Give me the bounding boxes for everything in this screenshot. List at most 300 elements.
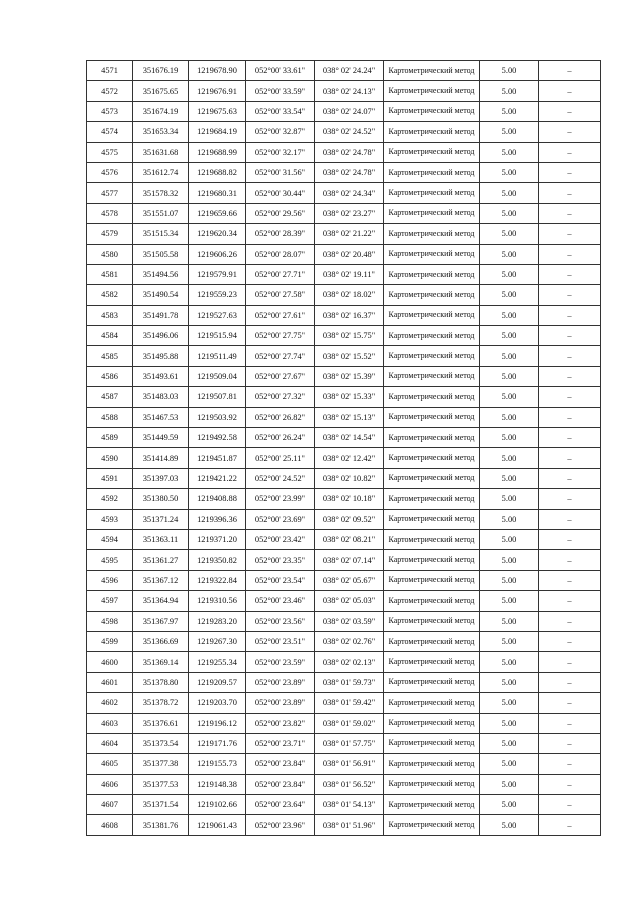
y-coordinate-cell: 1219676.91 (189, 81, 246, 101)
table-row (87, 815, 601, 835)
method-cell: Картометрический метод (384, 101, 480, 121)
point-number-cell: 4590 (87, 448, 133, 468)
x-coordinate-cell: 351612.74 (133, 162, 189, 182)
x-coordinate-cell: 351378.72 (133, 693, 189, 713)
latitude-cell: 052°00' 27.58" (246, 285, 315, 305)
table-row (87, 570, 601, 590)
point-number-cell: 4608 (87, 815, 133, 835)
precision-cell: 5.00 (480, 101, 539, 121)
note-cell: – (539, 183, 601, 203)
precision-cell: 5.00 (480, 326, 539, 346)
precision-cell: 5.00 (480, 652, 539, 672)
table-row (87, 529, 601, 549)
table-row (87, 672, 601, 692)
x-coordinate-cell: 351505.58 (133, 244, 189, 264)
point-number-cell: 4603 (87, 713, 133, 733)
point-number-cell: 4577 (87, 183, 133, 203)
y-coordinate-cell: 1219267.30 (189, 631, 246, 651)
latitude-cell: 052°00' 23.51" (246, 631, 315, 651)
latitude-cell: 052°00' 27.61" (246, 305, 315, 325)
note-cell: – (539, 733, 601, 753)
note-cell: – (539, 224, 601, 244)
longitude-cell: 038° 02' 15.13" (315, 407, 384, 427)
table-row (87, 81, 601, 101)
x-coordinate-cell: 351376.61 (133, 713, 189, 733)
note-cell: – (539, 631, 601, 651)
point-number-cell: 4596 (87, 570, 133, 590)
point-number-cell: 4581 (87, 264, 133, 284)
longitude-cell: 038° 02' 05.67" (315, 570, 384, 590)
note-cell: – (539, 509, 601, 529)
latitude-cell: 052°00' 23.99" (246, 489, 315, 509)
longitude-cell: 038° 02' 20.48" (315, 244, 384, 264)
latitude-cell: 052°00' 23.69" (246, 509, 315, 529)
precision-cell: 5.00 (480, 733, 539, 753)
longitude-cell: 038° 01' 59.73" (315, 672, 384, 692)
table-row (87, 61, 601, 81)
y-coordinate-cell: 1219283.20 (189, 611, 246, 631)
note-cell: – (539, 101, 601, 121)
method-cell: Картометрический метод (384, 733, 480, 753)
precision-cell: 5.00 (480, 529, 539, 549)
table-row (87, 305, 601, 325)
longitude-cell: 038° 02' 15.52" (315, 346, 384, 366)
y-coordinate-cell: 1219509.04 (189, 366, 246, 386)
note-cell: – (539, 142, 601, 162)
latitude-cell: 052°00' 27.75" (246, 326, 315, 346)
latitude-cell: 052°00' 33.59" (246, 81, 315, 101)
x-coordinate-cell: 351515.34 (133, 224, 189, 244)
note-cell: – (539, 122, 601, 142)
y-coordinate-cell: 1219196.12 (189, 713, 246, 733)
table-row (87, 509, 601, 529)
point-number-cell: 4606 (87, 774, 133, 794)
table-row (87, 142, 601, 162)
latitude-cell: 052°00' 26.24" (246, 428, 315, 448)
note-cell: – (539, 387, 601, 407)
latitude-cell: 052°00' 29.56" (246, 203, 315, 223)
y-coordinate-cell: 1219171.76 (189, 733, 246, 753)
x-coordinate-cell: 351674.19 (133, 101, 189, 121)
precision-cell: 5.00 (480, 713, 539, 733)
point-number-cell: 4600 (87, 652, 133, 672)
table-row (87, 285, 601, 305)
table-row (87, 224, 601, 244)
table-row (87, 652, 601, 672)
y-coordinate-cell: 1219659.66 (189, 203, 246, 223)
point-number-cell: 4574 (87, 122, 133, 142)
table-row (87, 591, 601, 611)
method-cell: Картометрический метод (384, 162, 480, 182)
y-coordinate-cell: 1219606.26 (189, 244, 246, 264)
table-row (87, 631, 601, 651)
note-cell: – (539, 285, 601, 305)
latitude-cell: 052°00' 28.07" (246, 244, 315, 264)
note-cell: – (539, 203, 601, 223)
point-number-cell: 4592 (87, 489, 133, 509)
note-cell: – (539, 326, 601, 346)
latitude-cell: 052°00' 23.71" (246, 733, 315, 753)
longitude-cell: 038° 02' 10.18" (315, 489, 384, 509)
table-row (87, 203, 601, 223)
y-coordinate-cell: 1219507.81 (189, 387, 246, 407)
coordinates-table-body (87, 61, 601, 836)
y-coordinate-cell: 1219511.49 (189, 346, 246, 366)
method-cell: Картометрический метод (384, 346, 480, 366)
method-cell: Картометрический метод (384, 61, 480, 81)
note-cell: – (539, 693, 601, 713)
latitude-cell: 052°00' 23.84" (246, 774, 315, 794)
table-row (87, 489, 601, 509)
table-row (87, 264, 601, 284)
y-coordinate-cell: 1219255.34 (189, 652, 246, 672)
latitude-cell: 052°00' 27.71" (246, 264, 315, 284)
method-cell: Картометрический метод (384, 203, 480, 223)
precision-cell: 5.00 (480, 672, 539, 692)
table-row (87, 244, 601, 264)
point-number-cell: 4573 (87, 101, 133, 121)
note-cell: – (539, 468, 601, 488)
y-coordinate-cell: 1219155.73 (189, 754, 246, 774)
method-cell: Картометрический метод (384, 224, 480, 244)
table-row (87, 550, 601, 570)
method-cell: Картометрический метод (384, 591, 480, 611)
x-coordinate-cell: 351377.53 (133, 774, 189, 794)
y-coordinate-cell: 1219148.38 (189, 774, 246, 794)
precision-cell: 5.00 (480, 346, 539, 366)
x-coordinate-cell: 351675.65 (133, 81, 189, 101)
precision-cell: 5.00 (480, 795, 539, 815)
longitude-cell: 038° 02' 12.42" (315, 448, 384, 468)
method-cell: Картометрический метод (384, 387, 480, 407)
method-cell: Картометрический метод (384, 652, 480, 672)
longitude-cell: 038° 02' 07.14" (315, 550, 384, 570)
x-coordinate-cell: 351373.54 (133, 733, 189, 753)
x-coordinate-cell: 351483.03 (133, 387, 189, 407)
x-coordinate-cell: 351449.59 (133, 428, 189, 448)
x-coordinate-cell: 351578.32 (133, 183, 189, 203)
longitude-cell: 038° 02' 24.13" (315, 81, 384, 101)
longitude-cell: 038° 02' 15.33" (315, 387, 384, 407)
method-cell: Картометрический метод (384, 672, 480, 692)
precision-cell: 5.00 (480, 774, 539, 794)
point-number-cell: 4575 (87, 142, 133, 162)
y-coordinate-cell: 1219680.31 (189, 183, 246, 203)
table-row (87, 366, 601, 386)
longitude-cell: 038° 02' 02.13" (315, 652, 384, 672)
x-coordinate-cell: 351371.24 (133, 509, 189, 529)
x-coordinate-cell: 351551.07 (133, 203, 189, 223)
y-coordinate-cell: 1219620.34 (189, 224, 246, 244)
point-number-cell: 4576 (87, 162, 133, 182)
precision-cell: 5.00 (480, 81, 539, 101)
point-number-cell: 4593 (87, 509, 133, 529)
note-cell: – (539, 244, 601, 264)
latitude-cell: 052°00' 23.54" (246, 570, 315, 590)
longitude-cell: 038° 02' 15.39" (315, 366, 384, 386)
latitude-cell: 052°00' 25.11" (246, 448, 315, 468)
point-number-cell: 4591 (87, 468, 133, 488)
longitude-cell: 038° 02' 24.07" (315, 101, 384, 121)
x-coordinate-cell: 351495.88 (133, 346, 189, 366)
y-coordinate-cell: 1219678.90 (189, 61, 246, 81)
precision-cell: 5.00 (480, 285, 539, 305)
y-coordinate-cell: 1219688.99 (189, 142, 246, 162)
latitude-cell: 052°00' 23.96" (246, 815, 315, 835)
note-cell: – (539, 81, 601, 101)
method-cell: Картометрический метод (384, 428, 480, 448)
y-coordinate-cell: 1219492.58 (189, 428, 246, 448)
latitude-cell: 052°00' 24.52" (246, 468, 315, 488)
note-cell: – (539, 162, 601, 182)
note-cell: – (539, 529, 601, 549)
y-coordinate-cell: 1219408.88 (189, 489, 246, 509)
longitude-cell: 038° 01' 54.13" (315, 795, 384, 815)
x-coordinate-cell: 351631.68 (133, 142, 189, 162)
table-row (87, 774, 601, 794)
table-row (87, 713, 601, 733)
y-coordinate-cell: 1219371.20 (189, 529, 246, 549)
point-number-cell: 4595 (87, 550, 133, 570)
y-coordinate-cell: 1219421.22 (189, 468, 246, 488)
document-page (86, 60, 600, 836)
longitude-cell: 038° 01' 59.42" (315, 693, 384, 713)
latitude-cell: 052°00' 23.59" (246, 652, 315, 672)
method-cell: Картометрический метод (384, 693, 480, 713)
note-cell: – (539, 61, 601, 81)
method-cell: Картометрический метод (384, 122, 480, 142)
latitude-cell: 052°00' 23.82" (246, 713, 315, 733)
method-cell: Картометрический метод (384, 631, 480, 651)
point-number-cell: 4604 (87, 733, 133, 753)
precision-cell: 5.00 (480, 122, 539, 142)
precision-cell: 5.00 (480, 754, 539, 774)
latitude-cell: 052°00' 27.32" (246, 387, 315, 407)
longitude-cell: 038° 02' 19.11" (315, 264, 384, 284)
y-coordinate-cell: 1219322.84 (189, 570, 246, 590)
method-cell: Картометрический метод (384, 81, 480, 101)
precision-cell: 5.00 (480, 203, 539, 223)
table-row (87, 733, 601, 753)
latitude-cell: 052°00' 23.42" (246, 529, 315, 549)
latitude-cell: 052°00' 30.44" (246, 183, 315, 203)
method-cell: Картометрический метод (384, 550, 480, 570)
latitude-cell: 052°00' 23.35" (246, 550, 315, 570)
precision-cell: 5.00 (480, 631, 539, 651)
latitude-cell: 052°00' 23.89" (246, 672, 315, 692)
longitude-cell: 038° 02' 03.59" (315, 611, 384, 631)
x-coordinate-cell: 351364.94 (133, 591, 189, 611)
note-cell: – (539, 264, 601, 284)
precision-cell: 5.00 (480, 366, 539, 386)
method-cell: Картометрический метод (384, 366, 480, 386)
longitude-cell: 038° 01' 56.52" (315, 774, 384, 794)
note-cell: – (539, 795, 601, 815)
x-coordinate-cell: 351378.80 (133, 672, 189, 692)
latitude-cell: 052°00' 27.67" (246, 366, 315, 386)
method-cell: Картометрический метод (384, 489, 480, 509)
longitude-cell: 038° 02' 18.02" (315, 285, 384, 305)
precision-cell: 5.00 (480, 489, 539, 509)
longitude-cell: 038° 02' 15.75" (315, 326, 384, 346)
note-cell: – (539, 407, 601, 427)
latitude-cell: 052°00' 23.84" (246, 754, 315, 774)
table-row (87, 122, 601, 142)
note-cell: – (539, 652, 601, 672)
x-coordinate-cell: 351676.19 (133, 61, 189, 81)
precision-cell: 5.00 (480, 815, 539, 835)
longitude-cell: 038° 02' 02.76" (315, 631, 384, 651)
latitude-cell: 052°00' 28.39" (246, 224, 315, 244)
x-coordinate-cell: 351361.27 (133, 550, 189, 570)
precision-cell: 5.00 (480, 550, 539, 570)
longitude-cell: 038° 02' 24.78" (315, 162, 384, 182)
longitude-cell: 038° 02' 05.03" (315, 591, 384, 611)
note-cell: – (539, 366, 601, 386)
method-cell: Картометрический метод (384, 754, 480, 774)
precision-cell: 5.00 (480, 570, 539, 590)
method-cell: Картометрический метод (384, 713, 480, 733)
x-coordinate-cell: 351367.97 (133, 611, 189, 631)
latitude-cell: 052°00' 31.56" (246, 162, 315, 182)
table-row (87, 611, 601, 631)
latitude-cell: 052°00' 23.89" (246, 693, 315, 713)
point-number-cell: 4583 (87, 305, 133, 325)
precision-cell: 5.00 (480, 611, 539, 631)
precision-cell: 5.00 (480, 448, 539, 468)
longitude-cell: 038° 02' 08.21" (315, 529, 384, 549)
precision-cell: 5.00 (480, 183, 539, 203)
x-coordinate-cell: 351493.61 (133, 366, 189, 386)
x-coordinate-cell: 351381.76 (133, 815, 189, 835)
method-cell: Картометрический метод (384, 529, 480, 549)
method-cell: Картометрический метод (384, 142, 480, 162)
point-number-cell: 4571 (87, 61, 133, 81)
longitude-cell: 038° 02' 24.24" (315, 61, 384, 81)
latitude-cell: 052°00' 23.56" (246, 611, 315, 631)
y-coordinate-cell: 1219515.94 (189, 326, 246, 346)
longitude-cell: 038° 02' 24.52" (315, 122, 384, 142)
point-number-cell: 4586 (87, 366, 133, 386)
method-cell: Картометрический метод (384, 570, 480, 590)
table-row (87, 326, 601, 346)
note-cell: – (539, 489, 601, 509)
longitude-cell: 038° 02' 14.54" (315, 428, 384, 448)
point-number-cell: 4597 (87, 591, 133, 611)
precision-cell: 5.00 (480, 305, 539, 325)
x-coordinate-cell: 351494.56 (133, 264, 189, 284)
longitude-cell: 038° 01' 56.91" (315, 754, 384, 774)
x-coordinate-cell: 351377.38 (133, 754, 189, 774)
longitude-cell: 038° 02' 24.34" (315, 183, 384, 203)
x-coordinate-cell: 351397.03 (133, 468, 189, 488)
longitude-cell: 038° 01' 59.02" (315, 713, 384, 733)
note-cell: – (539, 448, 601, 468)
precision-cell: 5.00 (480, 407, 539, 427)
table-row (87, 162, 601, 182)
note-cell: – (539, 305, 601, 325)
y-coordinate-cell: 1219684.19 (189, 122, 246, 142)
precision-cell: 5.00 (480, 61, 539, 81)
y-coordinate-cell: 1219396.36 (189, 509, 246, 529)
point-number-cell: 4588 (87, 407, 133, 427)
method-cell: Картометрический метод (384, 305, 480, 325)
precision-cell: 5.00 (480, 264, 539, 284)
note-cell: – (539, 611, 601, 631)
method-cell: Картометрический метод (384, 774, 480, 794)
latitude-cell: 052°00' 33.54" (246, 101, 315, 121)
longitude-cell: 038° 02' 21.22" (315, 224, 384, 244)
point-number-cell: 4601 (87, 672, 133, 692)
table-row (87, 387, 601, 407)
y-coordinate-cell: 1219209.57 (189, 672, 246, 692)
note-cell: – (539, 815, 601, 835)
precision-cell: 5.00 (480, 387, 539, 407)
x-coordinate-cell: 351363.11 (133, 529, 189, 549)
y-coordinate-cell: 1219527.63 (189, 305, 246, 325)
point-number-cell: 4579 (87, 224, 133, 244)
method-cell: Картометрический метод (384, 183, 480, 203)
latitude-cell: 052°00' 26.82" (246, 407, 315, 427)
note-cell: – (539, 672, 601, 692)
note-cell: – (539, 774, 601, 794)
point-number-cell: 4599 (87, 631, 133, 651)
note-cell: – (539, 346, 601, 366)
longitude-cell: 038° 02' 16.37" (315, 305, 384, 325)
precision-cell: 5.00 (480, 428, 539, 448)
latitude-cell: 052°00' 23.64" (246, 795, 315, 815)
precision-cell: 5.00 (480, 591, 539, 611)
point-number-cell: 4602 (87, 693, 133, 713)
latitude-cell: 052°00' 27.74" (246, 346, 315, 366)
x-coordinate-cell: 351653.34 (133, 122, 189, 142)
method-cell: Картометрический метод (384, 407, 480, 427)
longitude-cell: 038° 01' 57.75" (315, 733, 384, 753)
table-row (87, 346, 601, 366)
x-coordinate-cell: 351414.89 (133, 448, 189, 468)
latitude-cell: 052°00' 33.61" (246, 61, 315, 81)
y-coordinate-cell: 1219675.63 (189, 101, 246, 121)
x-coordinate-cell: 351496.06 (133, 326, 189, 346)
note-cell: – (539, 713, 601, 733)
precision-cell: 5.00 (480, 509, 539, 529)
table-row (87, 795, 601, 815)
y-coordinate-cell: 1219061.43 (189, 815, 246, 835)
point-number-cell: 4594 (87, 529, 133, 549)
longitude-cell: 038° 02' 24.78" (315, 142, 384, 162)
method-cell: Картометрический метод (384, 815, 480, 835)
table-row (87, 693, 601, 713)
point-number-cell: 4578 (87, 203, 133, 223)
point-number-cell: 4589 (87, 428, 133, 448)
longitude-cell: 038° 02' 23.27" (315, 203, 384, 223)
point-number-cell: 4585 (87, 346, 133, 366)
precision-cell: 5.00 (480, 162, 539, 182)
table-row (87, 428, 601, 448)
latitude-cell: 052°00' 23.46" (246, 591, 315, 611)
y-coordinate-cell: 1219451.87 (189, 448, 246, 468)
y-coordinate-cell: 1219579.91 (189, 264, 246, 284)
method-cell: Картометрический метод (384, 611, 480, 631)
y-coordinate-cell: 1219203.70 (189, 693, 246, 713)
method-cell: Картометрический метод (384, 795, 480, 815)
x-coordinate-cell: 351367.12 (133, 570, 189, 590)
table-row (87, 407, 601, 427)
y-coordinate-cell: 1219559.23 (189, 285, 246, 305)
table-row (87, 468, 601, 488)
note-cell: – (539, 428, 601, 448)
latitude-cell: 052°00' 32.17" (246, 142, 315, 162)
